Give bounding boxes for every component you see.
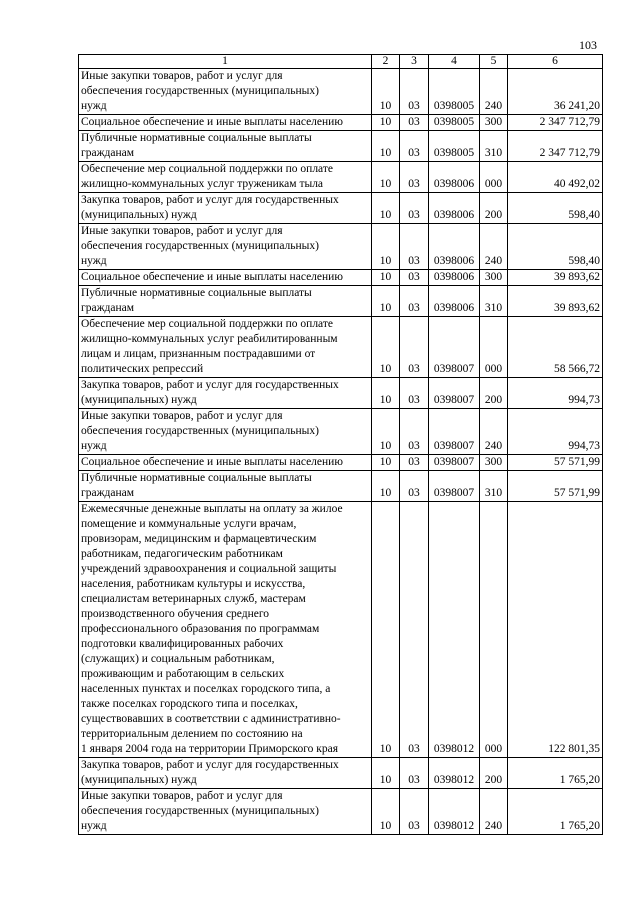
expense-name-cell: Ежемесячные денежные выплаты на оплату за жилое помещение и коммунальные услуги врачам, провизорам, медицинским и фармацевтическим работникам, педагогическим работникам учреждений здравоохранения и социальной защиты населения, работникам культуры и искусства, специалистам ветеринарных служб, мастерам производственного обучения среднего профессионального образования по программам подготовки квалифицированных рабочих (служащих) и социальным работникам, проживающим и работающим в сельских населенных пунктах и поселках городского типа, а также поселках городского типа и поселках, существовавших в соответствии с административно- территориальным делением по состоянию на 1 января 2004 года на территории Приморского края [79,502,372,758]
section-code-cell: 10 [372,162,400,193]
target-article-cell: 0398005 [429,115,480,131]
expense-name-cell: Закупка товаров, работ и услуг для государственных (муниципальных) нужд [79,378,372,409]
expense-type-cell: 000 [480,502,508,758]
section-code-cell: 10 [372,270,400,286]
expense-name-cell: Публичные нормативные социальные выплаты гражданам [79,471,372,502]
table-row [79,789,603,835]
table-row [79,758,603,789]
subsection-code-cell: 03 [400,193,429,224]
table-row [79,270,603,286]
expense-name-cell: Социальное обеспечение и иные выплаты населению [79,115,372,131]
subsection-code-cell: 03 [400,286,429,317]
amount-cell: 57 571,99 [508,471,603,502]
table-row [79,224,603,270]
table-row [79,193,603,224]
section-code-cell: 10 [372,286,400,317]
target-article-cell: 0398005 [429,69,480,115]
header-col-5: 5 [480,55,508,69]
target-article-cell: 0398007 [429,317,480,378]
amount-cell: 1 765,20 [508,758,603,789]
subsection-code-cell: 03 [400,270,429,286]
expense-type-cell: 000 [480,162,508,193]
expense-name-cell: Закупка товаров, работ и услуг для государственных (муниципальных) нужд [79,758,372,789]
subsection-code-cell: 03 [400,409,429,455]
subsection-code-cell: 03 [400,502,429,758]
target-article-cell: 0398007 [429,409,480,455]
target-article-cell: 0398006 [429,270,480,286]
table-row [79,69,603,115]
section-code-cell: 10 [372,378,400,409]
amount-cell: 598,40 [508,193,603,224]
target-article-cell: 0398005 [429,131,480,162]
section-code-cell: 10 [372,502,400,758]
section-code-cell: 10 [372,131,400,162]
section-code-cell: 10 [372,224,400,270]
amount-cell: 122 801,35 [508,502,603,758]
subsection-code-cell: 03 [400,162,429,193]
subsection-code-cell: 03 [400,224,429,270]
target-article-cell: 0398007 [429,378,480,409]
header-col-1: 1 [79,55,372,69]
subsection-code-cell: 03 [400,317,429,378]
expense-type-cell: 310 [480,471,508,502]
expense-name-cell: Социальное обеспечение и иные выплаты населению [79,270,372,286]
table-row [79,409,603,455]
expense-name-cell: Иные закупки товаров, работ и услуг для обеспечения государственных (муниципальных) нужд [79,409,372,455]
expense-type-cell: 240 [480,224,508,270]
expense-name-cell: Социальное обеспечение и иные выплаты населению [79,455,372,471]
section-code-cell: 10 [372,471,400,502]
subsection-code-cell: 03 [400,455,429,471]
header-col-2: 2 [372,55,400,69]
table-row [79,502,603,758]
section-code-cell: 10 [372,193,400,224]
expense-name-cell: Закупка товаров, работ и услуг для государственных (муниципальных) нужд [79,193,372,224]
section-code-cell: 10 [372,789,400,835]
amount-cell: 40 492,02 [508,162,603,193]
target-article-cell: 0398006 [429,162,480,193]
amount-cell: 598,40 [508,224,603,270]
section-code-cell: 10 [372,409,400,455]
target-article-cell: 0398007 [429,471,480,502]
amount-cell: 2 347 712,79 [508,115,603,131]
subsection-code-cell: 03 [400,69,429,115]
table-row [79,131,603,162]
page-number: 103 [579,38,597,52]
header-col-4: 4 [429,55,480,69]
amount-cell: 57 571,99 [508,455,603,471]
expense-type-cell: 200 [480,758,508,789]
target-article-cell: 0398006 [429,224,480,270]
section-code-cell: 10 [372,115,400,131]
subsection-code-cell: 03 [400,471,429,502]
expense-type-cell: 240 [480,409,508,455]
subsection-code-cell: 03 [400,115,429,131]
table-row [79,471,603,502]
target-article-cell: 0398012 [429,502,480,758]
expense-type-cell: 200 [480,378,508,409]
expense-name-cell: Иные закупки товаров, работ и услуг для обеспечения государственных (муниципальных) нужд [79,789,372,835]
header-col-3: 3 [400,55,429,69]
expense-name-cell: Обеспечение мер социальной поддержки по оплате жилищно-коммунальных услуг труженикам тыла [79,162,372,193]
subsection-code-cell: 03 [400,378,429,409]
expense-type-cell: 240 [480,69,508,115]
expense-type-cell: 240 [480,789,508,835]
table-row [79,162,603,193]
target-article-cell: 0398007 [429,455,480,471]
table-row [79,286,603,317]
amount-cell: 39 893,62 [508,270,603,286]
budget-table [78,54,603,835]
table-row [79,317,603,378]
expense-name-cell: Публичные нормативные социальные выплаты гражданам [79,131,372,162]
target-article-cell: 0398012 [429,758,480,789]
expense-name-cell: Иные закупки товаров, работ и услуг для обеспечения государственных (муниципальных) нужд [79,224,372,270]
amount-cell: 2 347 712,79 [508,131,603,162]
expense-name-cell: Публичные нормативные социальные выплаты гражданам [79,286,372,317]
subsection-code-cell: 03 [400,758,429,789]
expense-type-cell: 310 [480,131,508,162]
section-code-cell: 10 [372,455,400,471]
amount-cell: 36 241,20 [508,69,603,115]
header-col-6: 6 [508,55,603,69]
amount-cell: 994,73 [508,378,603,409]
section-code-cell: 10 [372,69,400,115]
amount-cell: 994,73 [508,409,603,455]
table-header-row [79,55,603,69]
expense-type-cell: 310 [480,286,508,317]
expense-type-cell: 300 [480,270,508,286]
table-row [79,378,603,409]
amount-cell: 39 893,62 [508,286,603,317]
expense-type-cell: 000 [480,317,508,378]
expense-type-cell: 300 [480,455,508,471]
target-article-cell: 0398006 [429,286,480,317]
amount-cell: 1 765,20 [508,789,603,835]
expense-type-cell: 200 [480,193,508,224]
expense-name-cell: Иные закупки товаров, работ и услуг для обеспечения государственных (муниципальных) нужд [79,69,372,115]
section-code-cell: 10 [372,758,400,789]
target-article-cell: 0398012 [429,789,480,835]
expense-name-cell: Обеспечение мер социальной поддержки по оплате жилищно-коммунальных услуг реабилитированным лицам и лицам, признанным пострадавшими от политических репрессий [79,317,372,378]
subsection-code-cell: 03 [400,789,429,835]
expense-type-cell: 300 [480,115,508,131]
amount-cell: 58 566,72 [508,317,603,378]
subsection-code-cell: 03 [400,131,429,162]
target-article-cell: 0398006 [429,193,480,224]
section-code-cell: 10 [372,317,400,378]
table-row [79,115,603,131]
table-row [79,455,603,471]
